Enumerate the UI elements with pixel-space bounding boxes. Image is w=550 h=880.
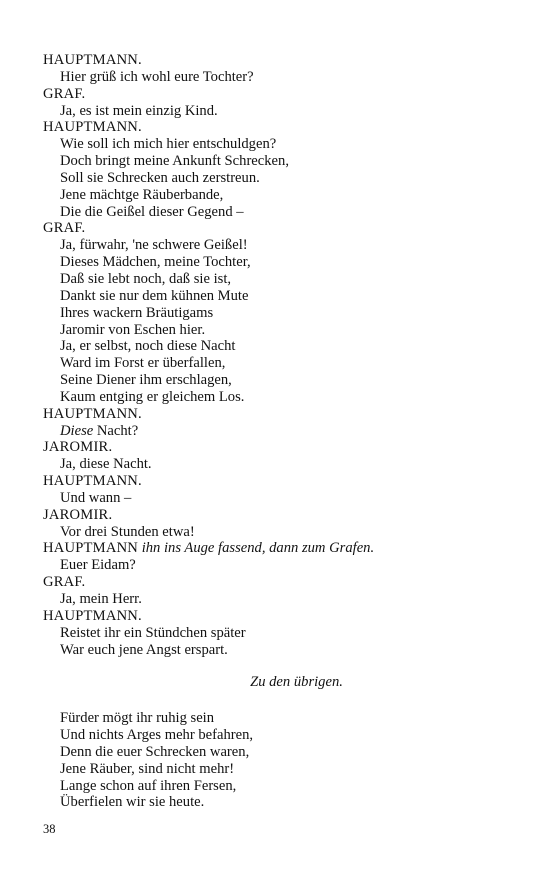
line-text: Überfielen wir sie heute. [60,794,205,811]
line-text: Dankt sie nur dem kühnen Mute [60,287,249,304]
speaker-label: HAUPTMANN. [43,473,142,490]
verse-line [43,524,510,541]
speaker-name [43,574,510,591]
line-text: Die die Geißel dieser Gegend – [60,203,244,220]
speaker-name [43,608,510,625]
line-text: Ja, diese Nacht. [60,456,152,473]
speaker-label: HAUPTMANN. [43,119,142,136]
speech-block [43,220,510,405]
verse-line [43,322,510,339]
verse-line [43,727,510,744]
verse-line [43,204,510,221]
line-text: Nacht? [93,422,139,439]
speaker-name [43,439,510,456]
verse-line [43,103,510,120]
speaker-label: HAUPTMANN. [43,607,142,624]
line-text: Ja, mein Herr. [60,591,142,607]
verse-line [43,625,510,642]
line-text: Ihres wackern Bräutigams [60,304,214,321]
verse-line [43,153,510,170]
line-text: War euch jene Angst erspart. [60,641,228,658]
speaker-name [43,220,510,237]
speech-block [43,608,510,659]
verse-line [43,237,510,254]
speech-block [43,86,510,120]
speaker-name [43,52,510,69]
verse-line [43,288,510,305]
speaker-label: GRAF. [43,85,86,102]
speech-block [43,473,510,507]
speech-block [43,540,510,574]
speech-block [43,406,510,440]
verse-line [43,187,510,204]
speaker-direction: ihn ins Auge fassend, dann zum Grafen. [138,540,375,557]
speaker-label: JAROMIR. [43,506,113,523]
verse-line [43,744,510,761]
line-text: Ja, er selbst, noch diese Nacht [60,338,236,355]
verse-line [43,591,510,608]
emphasized-text: Diese [60,422,94,439]
line-text: Ja, fürwahr, 'ne schwere Geißel! [60,237,248,254]
line-text: Doch bringt meine Ankunft Schrecken, [60,153,289,170]
line-text: Soll sie Schrecken auch zerstreun. [60,169,260,186]
verse-line [43,372,510,389]
speech-block [43,507,510,541]
verse-line [43,69,510,86]
verse-block [43,710,510,811]
verse-line [43,710,510,727]
verse-line [43,170,510,187]
speaker-label: HAUPTMANN [43,540,139,557]
line-text: Reistet ihr ein Stündchen später [60,624,246,641]
speaker-label: GRAF. [43,574,86,591]
verse-line [43,305,510,322]
page-number: 38 [43,822,56,836]
line-text: Denn die euer Schrecken waren, [60,743,250,760]
speech-block [43,439,510,473]
line-text: Vor drei Stunden etwa! [60,523,195,540]
speaker-name [43,507,510,524]
line-text: Daß sie lebt noch, daß sie ist, [60,270,232,287]
speaker-name [43,540,510,557]
verse-line [43,389,510,406]
play-text [43,52,510,811]
speaker-label: HAUPTMANN. [43,405,142,422]
speech-block [43,119,510,220]
verse-line [43,136,510,153]
verse-line [43,338,510,355]
verse-line [43,778,510,795]
speaker-name [43,119,510,136]
line-text: Lange schon auf ihren Fersen, [60,777,237,794]
line-text: Dieses Mädchen, meine Tochter, [60,254,251,271]
line-text: Fürder mögt ihr ruhig sein [60,710,215,727]
speaker-label: JAROMIR. [43,439,113,456]
line-text: Wie soll ich mich hier entschuldgen? [60,136,277,153]
speaker-name [43,473,510,490]
line-text: Jaromir von Eschen hier. [60,321,206,338]
speaker-name [43,86,510,103]
verse-line [43,794,510,811]
speech-block [43,52,510,86]
verse-line [43,355,510,372]
verse-line [43,642,510,659]
speech-block [43,574,510,608]
speaker-label: GRAF. [43,220,86,237]
line-text: Jene mächtge Räuberbande, [60,186,224,203]
verse-line [43,423,510,440]
verse-line [43,490,510,507]
verse-line [43,456,510,473]
line-text: Hier grüß ich wohl eure Tochter? [60,68,254,85]
line-text: Euer Eidam? [60,557,136,574]
line-text: Ja, es ist mein einzig Kind. [60,102,218,119]
line-text: Und nichts Arges mehr befahren, [60,727,254,744]
stage-direction: Zu den übrigen. [250,674,343,691]
line-text: Kaum entging er gleichem Los. [60,388,245,405]
verse-line [43,557,510,574]
verse-line [43,761,510,778]
line-text: Seine Diener ihm erschlagen, [60,372,232,389]
speaker-label: HAUPTMANN. [43,52,142,68]
verse-line [43,254,510,271]
verse-line [43,271,510,288]
line-text: Und wann – [60,489,132,506]
line-text: Jene Räuber, sind nicht mehr! [60,760,235,777]
line-text: Ward im Forst er überfallen, [60,355,226,372]
speaker-name [43,406,510,423]
